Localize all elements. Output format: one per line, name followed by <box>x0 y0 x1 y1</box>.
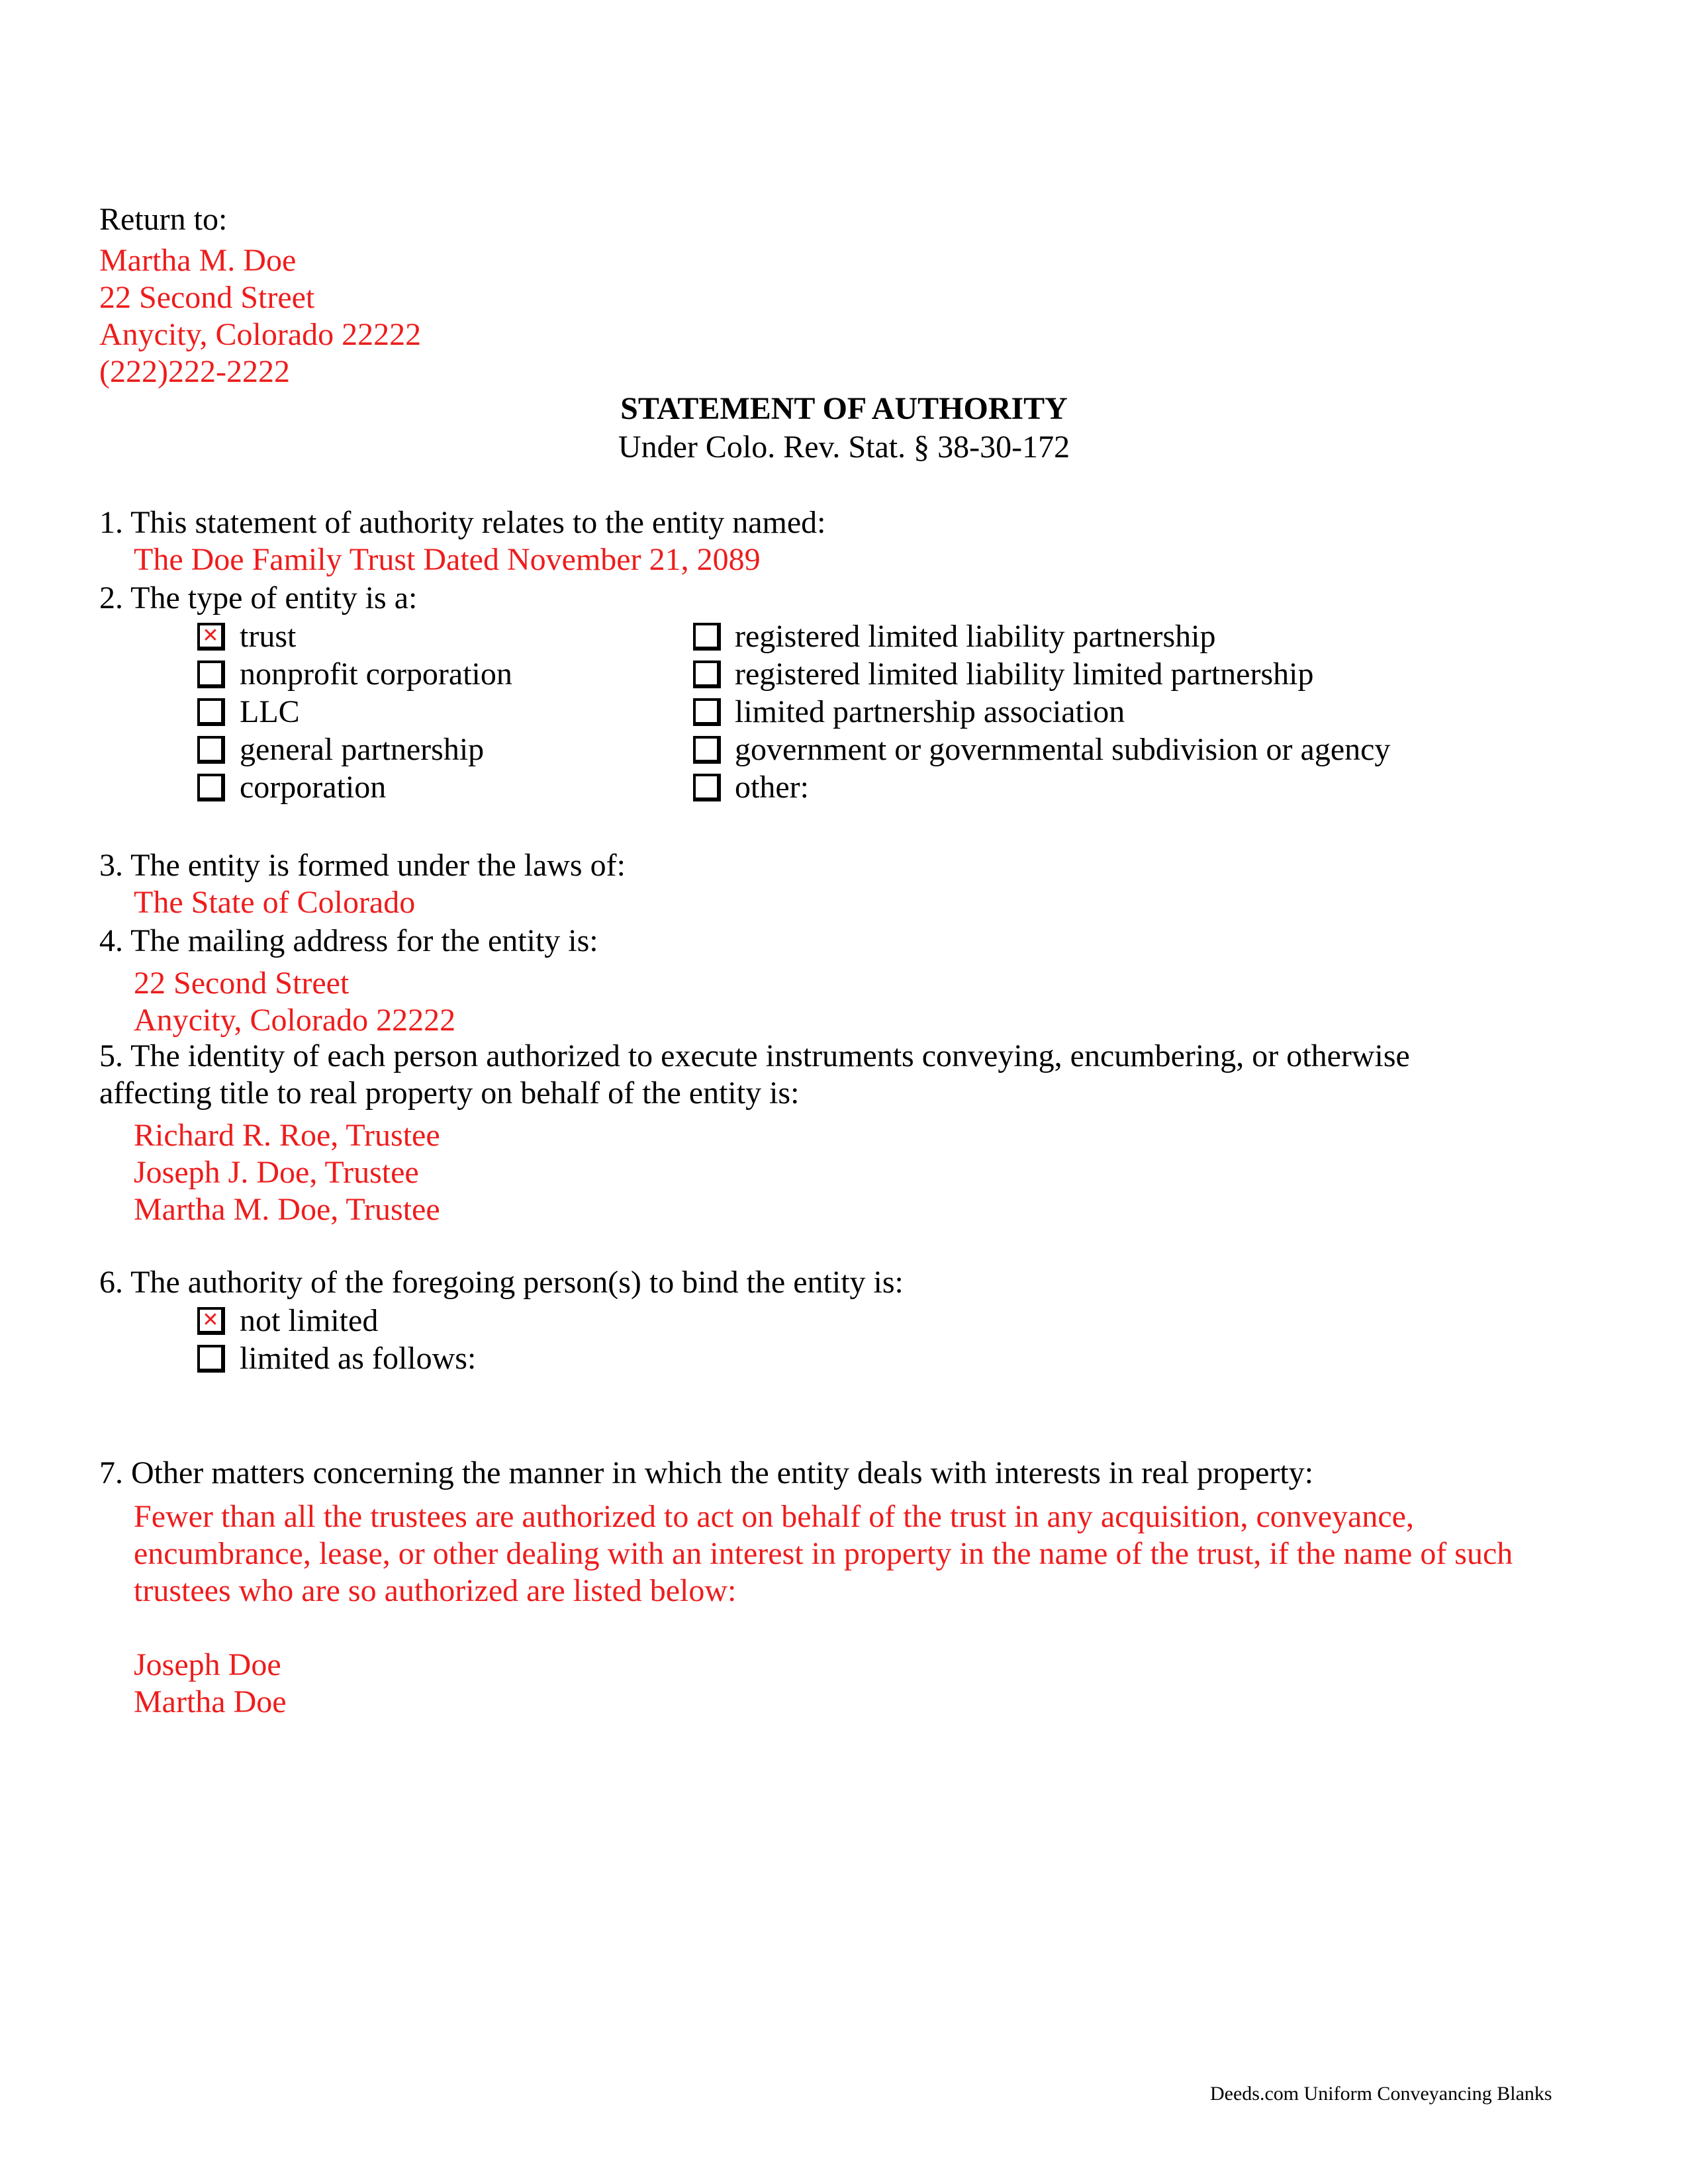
return-to-phone: (222)222-2222 <box>99 354 290 389</box>
document-title: STATEMENT OF AUTHORITY <box>620 391 1068 426</box>
option-nonprofit-label: nonprofit corporation <box>240 657 512 692</box>
footer-text: Deeds.com Uniform Conveyancing Blanks <box>1210 2083 1552 2105</box>
option-government-label: government or governmental subdivision or agency <box>735 732 1391 767</box>
return-to-label: Return to: <box>99 202 228 237</box>
option-registered-llp-label: registered limited liability partnership <box>735 619 1216 654</box>
item7-label: 7. Other matters concerning the manner in which the entity deals with interests in real property: <box>99 1455 1314 1490</box>
checkbox-general-partnership[interactable] <box>197 736 225 764</box>
checkbox-not-limited[interactable] <box>197 1307 225 1335</box>
option-lpa-label: limited partnership association <box>735 694 1125 729</box>
item3-label: 3. The entity is formed under the laws of: <box>99 848 626 883</box>
item5-label-line2: affecting title to real property on behalf of the entity is: <box>99 1075 800 1111</box>
return-to-city: Anycity, Colorado 22222 <box>99 317 422 352</box>
option-other-label: other: <box>735 770 809 805</box>
return-to-street: 22 Second Street <box>99 280 315 315</box>
item1-label: 1. This statement of authority relates to the entity named: <box>99 505 826 540</box>
document-subtitle: Under Colo. Rev. Stat. § 38-30-172 <box>618 430 1070 465</box>
item4-street: 22 Second Street <box>134 966 350 1001</box>
item7-text-line: Fewer than all the trustees are authorized to act on behalf of the trust in any acquisition, conveyance, <box>134 1499 1414 1534</box>
item2-label: 2. The type of entity is a: <box>99 580 418 615</box>
checkbox-other[interactable] <box>693 774 721 801</box>
checkbox-limited-partnership-association[interactable] <box>693 698 721 726</box>
checkbox-trust[interactable] <box>197 623 225 651</box>
option-corporation-label: corporation <box>240 770 387 805</box>
checkbox-limited-as-follows[interactable] <box>197 1345 225 1373</box>
option-trust-label: trust <box>240 619 297 654</box>
option-general-partnership-label: general partnership <box>240 732 485 767</box>
item7-name: Martha Doe <box>134 1684 287 1719</box>
checkbox-nonprofit-corporation[interactable] <box>197 660 225 688</box>
item5-label-line1: 5. The identity of each person authorized to execute instruments conveying, encumbering, or otherwise <box>99 1038 1410 1073</box>
option-registered-lllp-label: registered limited liability limited partnership <box>735 657 1314 692</box>
item5-person: Martha M. Doe, Trustee <box>134 1192 440 1227</box>
checkbox-registered-llp[interactable] <box>693 623 721 651</box>
item4-city: Anycity, Colorado 22222 <box>134 1003 456 1038</box>
checkbox-corporation[interactable] <box>197 774 225 801</box>
item7-text-line: encumbrance, lease, or other dealing with an interest in property in the name of the trust, if the name of such <box>134 1536 1513 1571</box>
item1-value: The Doe Family Trust Dated November 21, 2089 <box>134 542 761 577</box>
option-not-limited-label: not limited <box>240 1303 379 1338</box>
option-limited-label: limited as follows: <box>240 1341 477 1376</box>
return-to-name: Martha M. Doe <box>99 243 297 278</box>
item5-person: Joseph J. Doe, Trustee <box>134 1155 419 1190</box>
item7-text-line: trustees who are so authorized are listed below: <box>134 1573 737 1608</box>
checkbox-llc[interactable] <box>197 698 225 726</box>
item3-value: The State of Colorado <box>134 885 416 920</box>
item5-person: Richard R. Roe, Trustee <box>134 1118 440 1153</box>
checkbox-registered-lllp[interactable] <box>693 660 721 688</box>
item7-name: Joseph Doe <box>134 1647 281 1682</box>
item6-label: 6. The authority of the foregoing person(s) to bind the entity is: <box>99 1265 904 1300</box>
checkbox-government[interactable] <box>693 736 721 764</box>
item4-label: 4. The mailing address for the entity is: <box>99 923 598 958</box>
option-llc-label: LLC <box>240 694 300 729</box>
